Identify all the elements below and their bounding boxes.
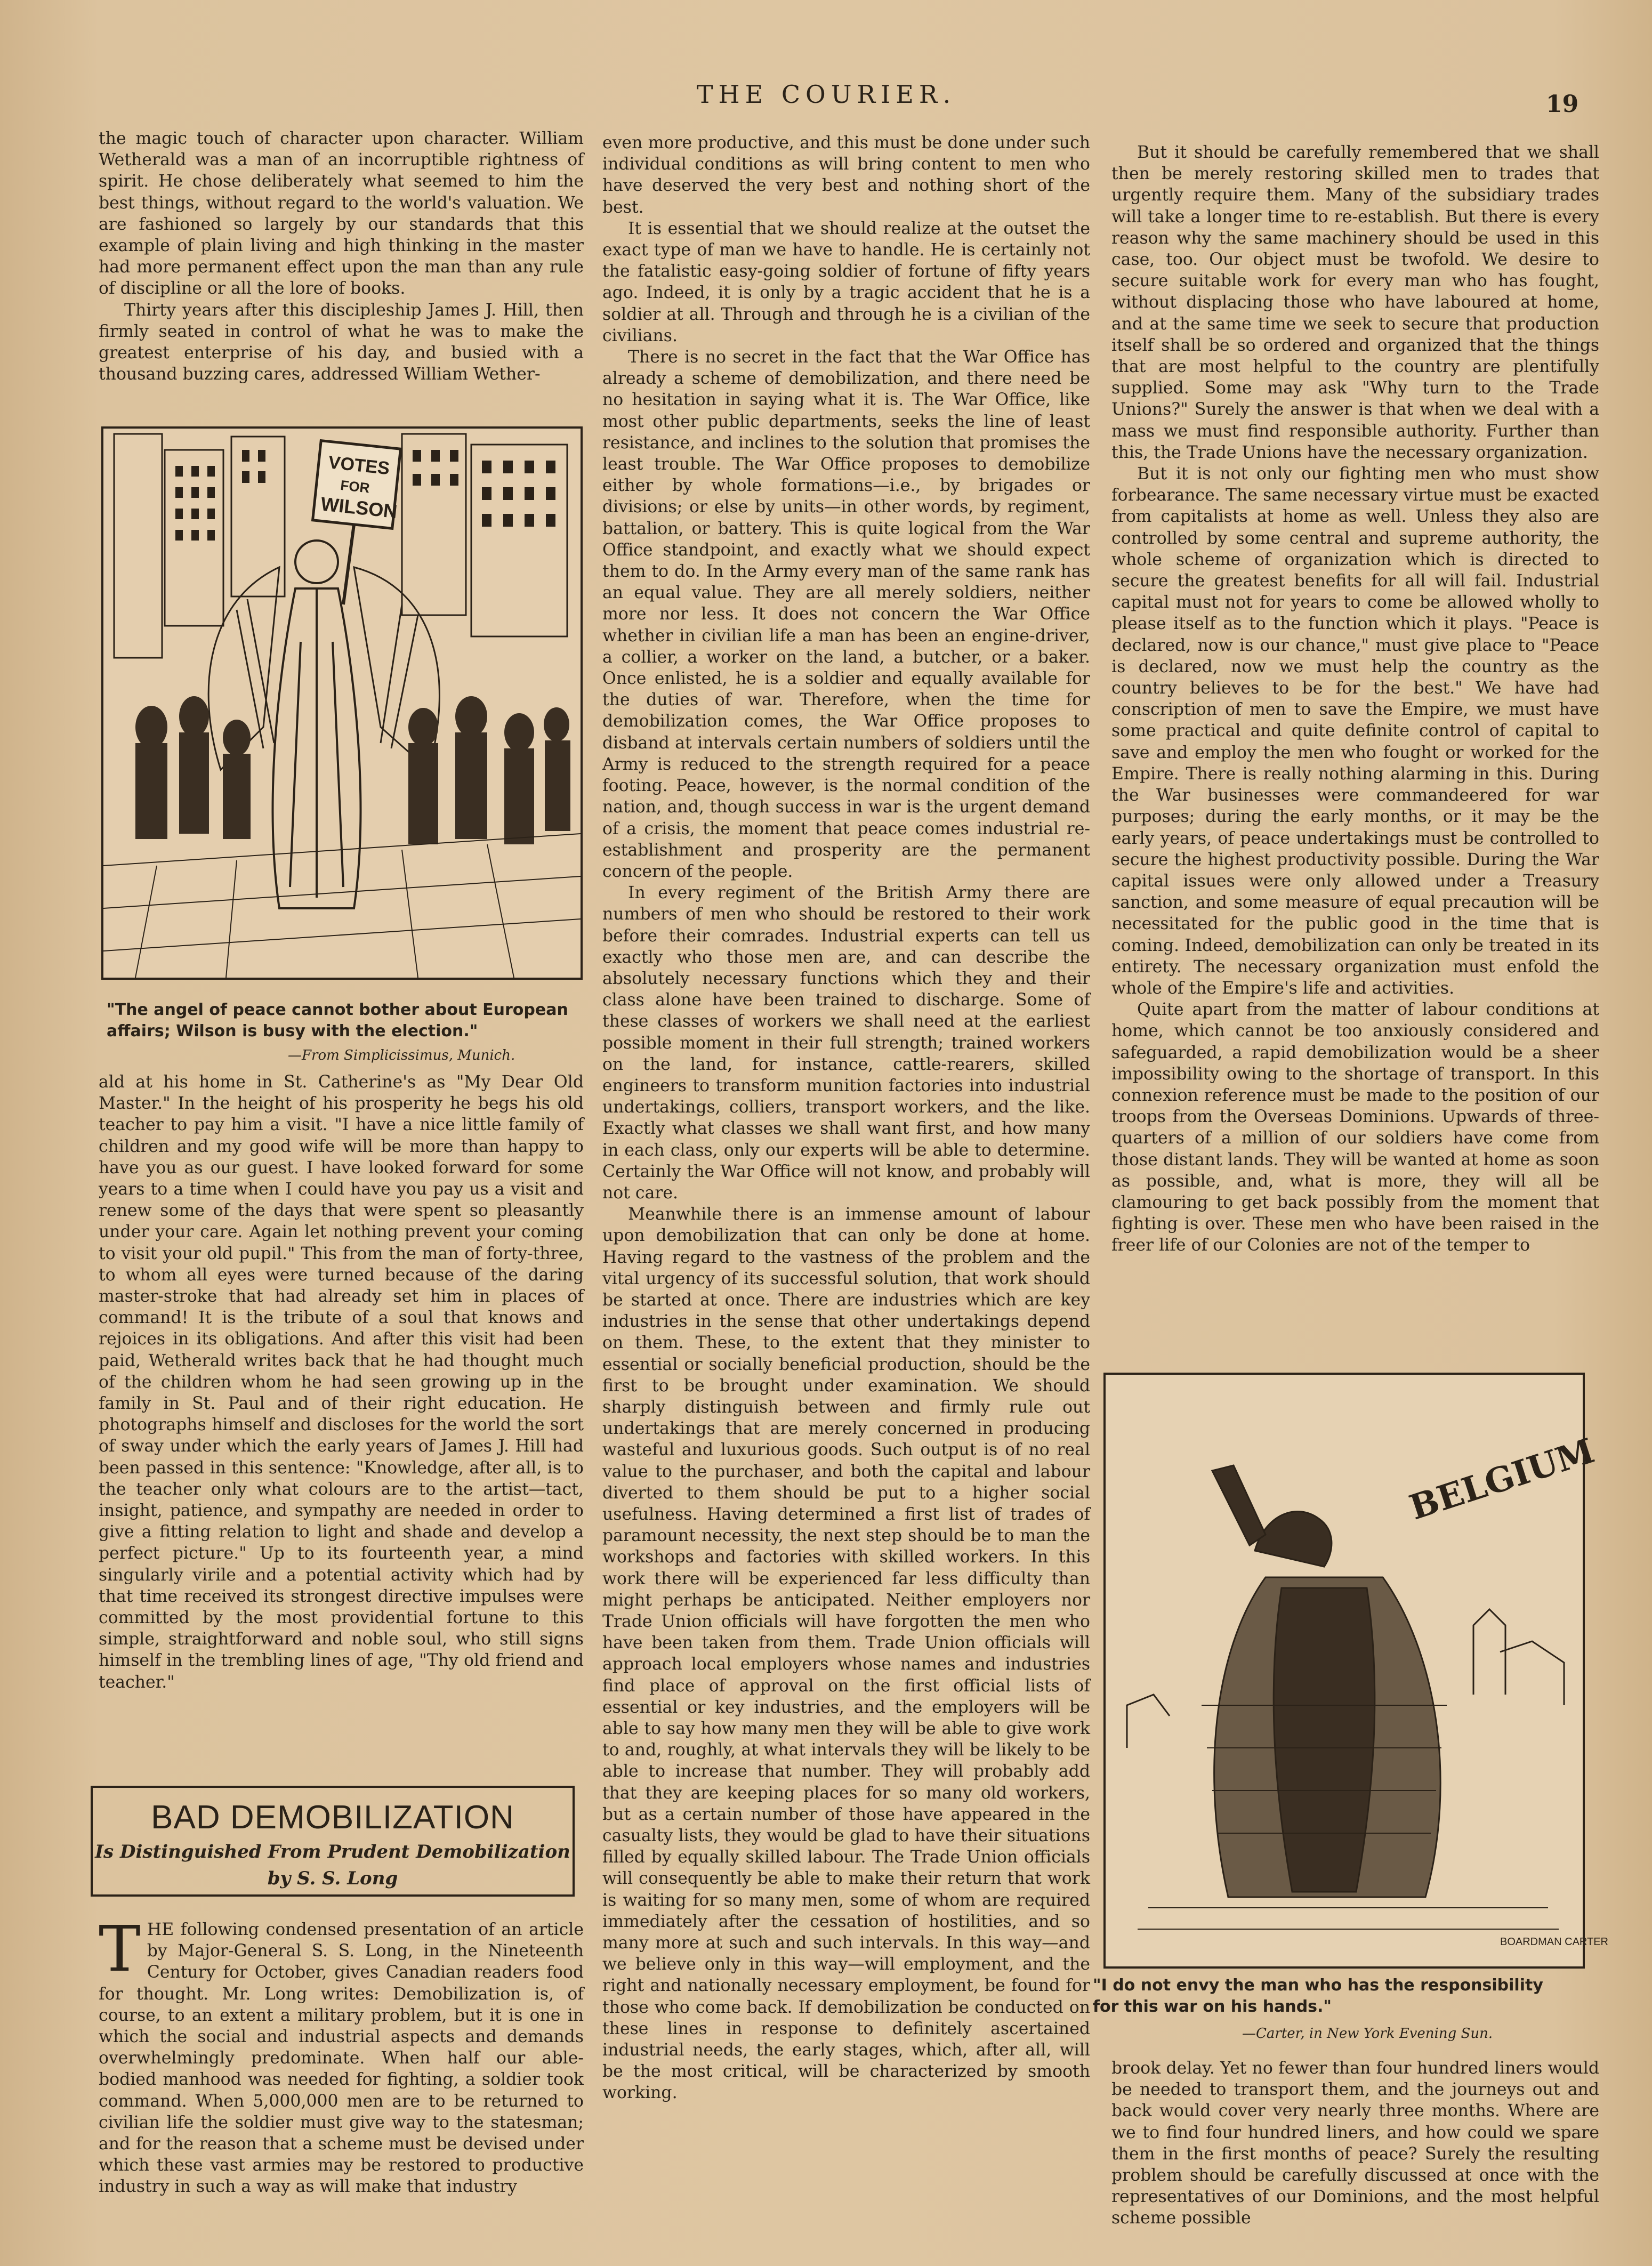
column-3-bottom: [1111, 2058, 1599, 2229]
svg-text:VOTES: VOTES: [327, 452, 391, 479]
cartoon-angel-illustration: [103, 429, 581, 978]
cartoon-1-caption: "The angel of peace cannot bother about European affairs; Wilson is busy with the election.": [107, 1001, 568, 1041]
paragraph: even more productive, and this must be done under such individual conditions as will bring content to men who have deserved the very best and nothing short of the best.: [602, 133, 1090, 217]
cartoon-belgium-illustration: [1106, 1375, 1608, 1966]
cartoon-1-credit: —From Simplicissimus, Munich.: [288, 1047, 515, 1063]
paragraph: It is essential that we should realize at the outset the exact type of man we have to handle. He is certainly not the fatalistic easy-going soldier of fortune of fifty years ago. Indeed, it is only by a tragic accident that he is a soldier at all. Through and through he is a civilian of the civilians.: [602, 219, 1090, 345]
paragraph: Meanwhile there is an immense amount of labour upon demobilization that can only be done at home. Having regard to the vastness of the problem and the vital urgency of its successful solution, that work should be started at once. There are industries which are key industries in the sense that other undertakings depend on them. These, to the extent that they minister to essential or socially beneficial production, should be the first to be brought under examination. We should sharply distinguish between and firmly rule out undertakings that are merely concerned in producing wasteful and luxurious goods. Such output is of no real value to the purchaser, and both the capital and labour diverted to them should be put to a higher social usefulness. Having determined a first list of trades of paramount necessity, the next step should be to man the workshops and factories with skilled workers. In this work there will be experienced far less difficulty than might perhaps be anticipated. Neither employers nor Trade Union officials will have forgotten the men who have been taken from them. Trade Union officials will approach local employers whose names and industries find place of approval on the first official lists of essential or key industries, and the employers will be able to say how many men they will be able to give work to and, roughly, at what intervals they will be likely to be able to increase that number. They will probably add that they are keeping places for so many old workers, but as a certain number of those have appeared in the casualty lists, they would be glad to have their situations filled by equally skilled labour. The Trade Union officials will consequently be able to make their return that work is waiting for so many men, some of whom are required immediately after the cessation of hostilities, and so many more at such and such intervals. In this way—and we believe only in this way—will employment, and the right and nationally necessary employment, be found for those who come back. If demobilization be conducted on these lines in response to definitely ascertained industrial needs, the early stages, which, after all, will be the most critical, will be characterized by smooth working.: [602, 1205, 1090, 2103]
cartoon-belgium: [1103, 1373, 1608, 1969]
article-subhead-1: Is Distinguished From Prudent Demobilization: [95, 1841, 570, 1862]
paragraph: [99, 1912, 584, 2198]
paragraph: ald at his home in St. Catherine's as "My Dear Old Master." In the height of his prosperity he begs his old teacher to pay him a visit. "I have a nice little family of children and my good wife will be more than happy to have you as our guest. I have looked forward for some years to a time when I could have you pay us a visit and renew some of the days that were spent so pleasantly under your care. Again let nothing prevent your coming to visit your old pupil." This from the man of forty-three, to whom all eyes were turned because of the daring master-stroke that had already set him in places of command! It is the tribute of a soul that knows and rejoices in its obligations. And after this visit had been paid, Wetherald writes back that he had thought much of the children whom he had seen growing up in the family in St. Paul and of their right education. He photographs himself and discloses for the world the sort of sway under which the early years of James J. Hill had been passed in this sentence: "Knowledge, after all, is to the teacher only what colours are to the artist—tact, insight, patience, and sympathy are needed in order to give a fitting relation to light and shade and develop a perfect picture." Up to its fourteenth year, a mind singularly virile and a potential activity which had by that time received its strongest directive impulses were committed by the most providential fortune to this simple, straightforward and noble soul, who still signs himself in the trembling lines of age, "Thy old friend and teacher.": [99, 1072, 584, 1692]
paragraph: Thirty years after this discipleship James J. Hill, then firmly seated in control of what he was to make the greatest enterprise of his day, and busied with a thousand buzzing cares, addressed William Wether-: [99, 300, 584, 384]
article-headline-box: [91, 1786, 575, 1897]
column-2: [602, 132, 1090, 2104]
cartoon-angel-of-peace: [101, 426, 583, 980]
paragraph: In every regiment of the British Army there are numbers of men who should be restored to their work before their comrades. Industrial experts can tell us exactly who those men are, and can describe the absolutely necessary functions which they and their class alone have been trained to discharge. Some of these classes of workers we shall need at the earliest possible moment in their full strength; trained workers on the land, for instance, cattle-rearers, skilled engineers to transform munition factories into industrial undertakings, colliers, transport workers, and the like. Exactly what classes we shall want first, and how many in each class, only our experts will be able to determine. Certainly the War Office will not know, and probably will not care.: [602, 883, 1090, 1203]
paragraph: brook delay. Yet no fewer than four hundred liners would be needed to transport them, and the journeys out and back would cover very nearly three months. Where are we to find four hundred liners, and how could we spare them in the first months of peace? Surely the resulting problem should be carefully discussed at once with the representatives of our Dominions, and the most helpful scheme possible: [1111, 2059, 1599, 2228]
svg-text:WILSON: WILSON: [319, 493, 399, 523]
paragraph: But it is not only our fighting men who must show forbearance. The same necessary virtue must be exacted from capitalists at home as well. Unless they also are controlled by some central and supreme authority, the whole scheme of organization which is directed to secure the greatest benefits for all will fail. Industrial capital must not for years to come be allowed wholly to please itself as to the function which it plays. "Peace is declared, now is our chance," must give place to "Peace is declared, now we must help the country as the country believes to be for the best." We have had conscription of men to save the Empire, we must have some practical and quite definite control of capital to save and employ the men who fought or worked for the Empire. There is really nothing alarming in this. During the War businesses were commandeered for war purposes; during the early months, or it may be the early years, of peace undertakings must be controlled to secure the highest productivity possible. During the War capital issues were only allowed under a Treasury sanction, and some measure of equal precaution will be necessitated for the public good in the time that is coming. Indeed, demobilization can only be treated in its entirety. The necessary organization must enfold the whole of the Empire's life and activities.: [1111, 464, 1599, 998]
article-lead-text: HE following condensed presentation of an article by Major-General S. S. Long, in the Nineteenth Century for October, gives Canadian readers food for thought. Mr. Long writes: Demobilization is, of course, to an extent a military problem, but it is one in which the social and industrial aspects and demands overwhelmingly predominate. When half our able-bodied manhood was needed for fighting, a soldier took command. When 5,000,000 men are to be returned to civilian life the soldier must give way to the statesman; and for the reason that a scheme must be devised under which these vast armies may be restored to productive industry in such a way as will make that industry: [99, 1920, 584, 2197]
paragraph: Quite apart from the matter of labour conditions at home, which cannot be too anxiously considered and safeguarded, a rapid demobilization would be a sheer impossibility owing to the shortage of transport. In this connexion reference must be made to the position of our troops from the Overseas Dominions. Upwards of three-quarters of a million of our soldiers have come from those distant lands. They will be wanted at home as soon as possible, and, what is more, they will all be clamouring to get back possibly from the moment that fighting is over. These men who have been raised in the freer life of our Colonies are not of the temper to: [1111, 1000, 1599, 1255]
page-number: 19: [1546, 91, 1579, 118]
paragraph: But it should be carefully remembered that we shall then be merely restoring skilled men to trades that urgently require them. Many of the subsidiary trades will take a longer time to re-establish. But there is every reason why the same machinery should be used in this case, too. Our object must be twofold. We desire to secure suitable work for every man who has fought, without displacing those who have laboured at home, and at the same time we seek to secure that production itself shall be so ordered and organized that the things that are most helpful to the country are plentifully supplied. Some may ask "Why turn to the Trade Unions?" Surely the answer is that when we deal with a mass we must find responsible authority. Further than this, the Trade Unions have the necessary organization.: [1111, 143, 1599, 462]
masthead-title: THE COURIER.: [696, 80, 956, 109]
column-3-top: [1111, 142, 1599, 1256]
article-byline: by S. S. Long: [267, 1868, 398, 1889]
paragraph: There is no secret in the fact that the War Office has already a scheme of demobilization, and there need be no hesitation in saying what it is. The War Office, like most other public departments, seeks the line of least resistance, and inclines to the solution that promises the least trouble. The War Office proposes to demobilize either by whole formations—i.e., by brigades or divisions; or else by units—in other words, by regiment, battalion, or battery. This is quite logical from the War Office standpoint, and exactly what we should expect them to do. In the Army every man of the same rank has an equal value. They are all merely soldiers, neither more nor less. It does not concern the War Office whether in civilian life a man has been an engine-driver, a collier, a worker on the land, a butcher, or a baker. Once enlisted, he is a soldier and equally available for the duties of war. Therefore, when the time for demobilization comes, the War Office proposes to disband at intervals certain numbers of soldiers until the Army is reduced to the strength required for a peace footing. Peace, however, is the normal condition of the nation, and, though success in war is the urgent demand of a crisis, the moment that peace comes industrial re-establishment and prosperity are the permanent concern of the people.: [602, 348, 1090, 881]
svg-text:FOR: FOR: [340, 477, 370, 496]
drop-cap: T: [99, 1912, 141, 1986]
column-1-bottom: [99, 1912, 584, 2198]
column-1-top: [99, 128, 584, 385]
cartoon-2-caption: "I do not envy the man who has the responsibility for this war on his hands.": [1093, 1976, 1543, 2016]
cartoonist-signature: BOARDMAN CARTER: [1500, 1936, 1608, 1948]
column-1-middle: [99, 1071, 584, 1693]
article-headline: BAD DEMOBILIZATION: [151, 1799, 514, 1836]
belgium-label: BELGIUM: [1405, 1431, 1599, 1528]
paragraph: the magic touch of character upon character. William Wetherald was a man of an incorruptible rightness of spirit. He chose deliberately what seemed to him the best things, without regard to the world's valuation. We are fashioned so largely by our standards that this example of plain living and high thinking in the master had more permanent effect upon the man than any rule of discipline or all the lore of books.: [99, 129, 584, 299]
cartoon-2-credit: —Carter, in New York Evening Sun.: [1242, 2026, 1493, 2042]
